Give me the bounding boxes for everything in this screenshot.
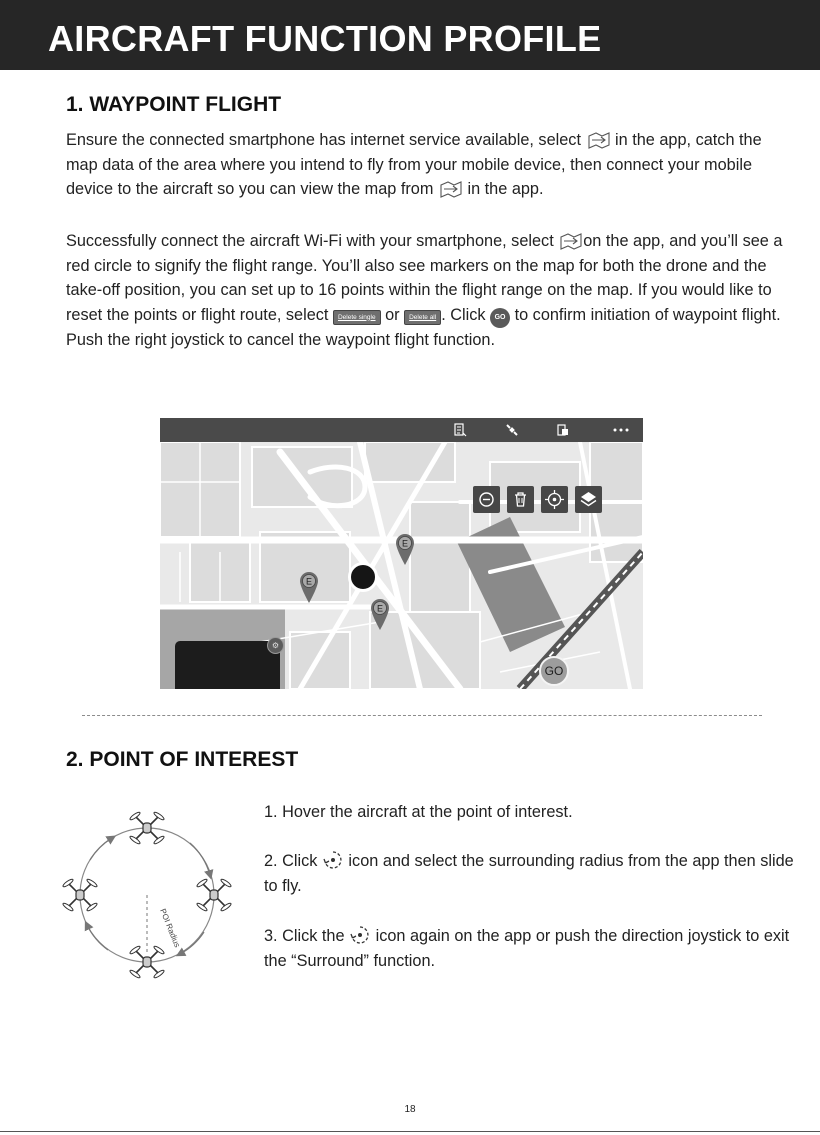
waypoint-marker-icon[interactable] [369,597,391,631]
waypoint-list-icon [453,423,467,437]
trash-icon [507,486,534,513]
section-title-point-of-interest: 2. POINT OF INTEREST [66,748,299,771]
drone-icon [129,811,165,845]
map-cache-icon [586,131,611,149]
map-mode-icon [558,232,583,250]
text-run: . Click [441,305,491,324]
surround-icon [322,850,344,870]
section-divider [82,715,762,716]
poi-orbit-diagram [50,800,240,995]
locate-button[interactable] [541,486,568,513]
go-button[interactable]: GO [539,656,569,686]
waypoint-marker-label: E [305,576,313,587]
surround-icon [349,925,371,945]
text-run: in the app, catch the map data of the area where you intend to fly from your mobile device, then connect your mobile device to the aircraft so you can view the map from [66,131,762,198]
poi-step-1: 1. Hover the aircraft at the point of interest. [264,803,573,821]
text-run: icon and select the surrounding radius from the app then slide to fly. [264,852,794,895]
drone-icon [62,878,98,912]
text-run: on the app, and you’ll see a red circle to signify the flight range. You’ll also see markers on the map for both the drone and the take-off position, you can set up to 16 points within the flight range on the map. If you would like to reset the points or flight route, select [66,232,783,324]
locate-icon [541,486,568,513]
map-area [160,442,643,689]
waypoint-marker-icon[interactable] [394,532,416,566]
text-run: 3. Click the [264,927,350,945]
app-top-bar [160,418,643,442]
more-icon [612,423,630,437]
text-run: to confirm initiation of waypoint flight. Push the right joystick to cancel the waypoint flight function. [66,305,781,349]
map-cache-icon [438,180,463,198]
delete-all-button: Delete all [404,310,441,325]
delete-waypoint-button[interactable] [507,486,534,513]
zoom-out-button[interactable] [473,486,500,513]
layers-icon [575,486,602,513]
text-run: icon again on the app or push the direction joystick to exit the “Surround” function. [264,927,790,970]
text-run: in the app. [462,180,544,198]
header-bar [0,0,820,70]
poi-step-3 [264,924,804,974]
camera-preview-panel[interactable] [175,641,280,689]
page-number: 18 [404,1104,416,1115]
satellite-icon [505,423,519,437]
text-run: Successfully connect the aircraft Wi-Fi with your smartphone, select [66,232,559,250]
delete-single-button: Delete single [333,310,381,325]
waypoint-intro-paragraph [66,128,794,202]
waypoint-map-screenshot [160,418,643,689]
settings-icon[interactable]: ⚙ [267,637,284,654]
text-run: or [380,305,405,324]
waypoint-marker-icon[interactable] [298,570,320,604]
zoom-out-icon [473,486,500,513]
text-run: 2. Click [264,852,322,870]
poi-step-2 [264,849,804,899]
go-button-icon: GO [490,308,510,328]
page-title: AIRCRAFT FUNCTION PROFILE [48,18,602,59]
drone-position-marker [348,562,378,592]
drone-icon [196,878,232,912]
waypoint-marker-label: E [376,603,384,614]
poi-radius-label: POI Radius [158,907,182,949]
waypoint-instructions-paragraph [66,229,794,352]
layers-doc-icon [556,423,570,437]
map-layers-button[interactable] [575,486,602,513]
bottom-rule [0,1131,820,1132]
waypoint-marker-label: E [401,538,409,549]
text-run: Ensure the connected smartphone has internet service available, select [66,131,586,149]
section-title-waypoint-flight: 1. WAYPOINT FLIGHT [66,93,282,116]
